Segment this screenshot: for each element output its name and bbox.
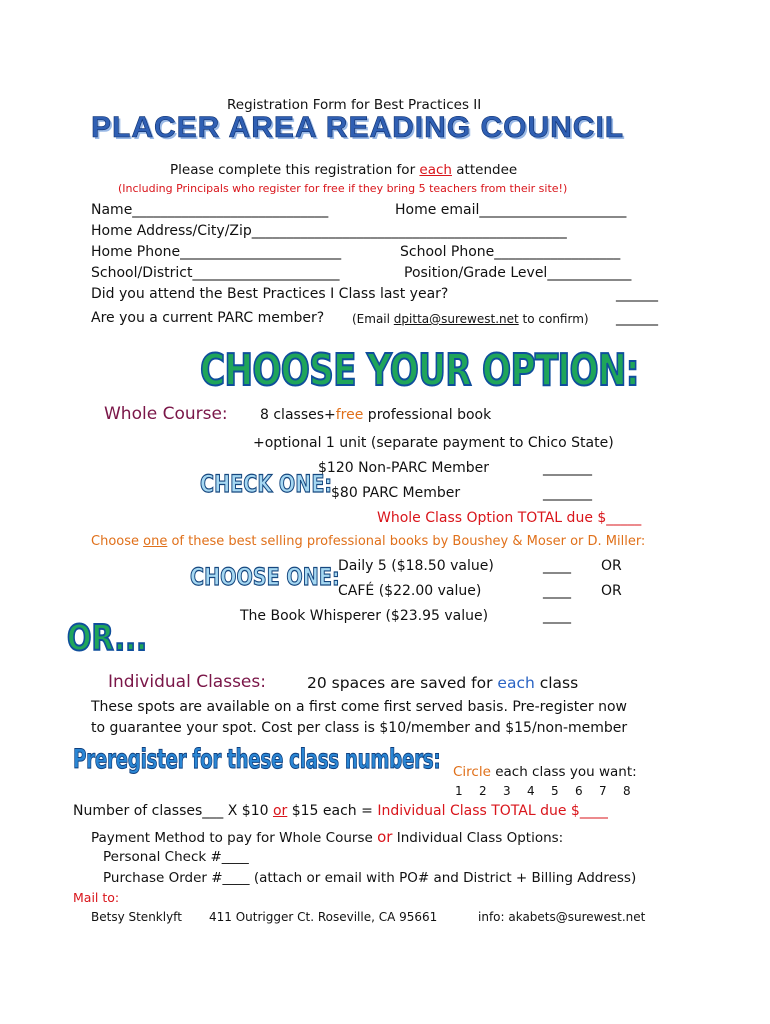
home-email-field[interactable]: Home email_____________________ [395, 202, 627, 218]
choose-your-option-banner: CHOOSE YOUR OPTION: [200, 345, 639, 396]
spaces-line [307, 674, 578, 692]
whole-course-desc [260, 407, 491, 423]
optional-unit: +optional 1 unit (separate payment to Chico State) [253, 435, 614, 451]
principals-note: (Including Principals who register for free if they bring 5 teachers from their site!) [118, 182, 568, 195]
book-cafe-blank[interactable]: ____ [543, 583, 571, 599]
choose-book-line [91, 534, 645, 549]
number-mid: $15 each = [287, 803, 378, 819]
check-one-banner: CHECK ONE: [200, 470, 333, 498]
personal-check-field[interactable]: Personal Check #____ [103, 849, 249, 865]
contact-name: Betsy Stenklyft [91, 910, 182, 924]
payment-method-line [91, 828, 563, 846]
spaces-pre: 20 spaces are saved for [307, 674, 498, 692]
choose-book-pre: Choose [91, 534, 144, 549]
choose-one-banner: CHOOSE ONE: [190, 563, 340, 591]
circle-instruction [453, 764, 637, 780]
org-name-banner: PLACER AREA READING COUNCIL [91, 111, 625, 144]
home-phone-field[interactable]: Home Phone_______________________ [91, 244, 342, 260]
non-parc-blank[interactable]: _______ [543, 460, 592, 476]
number-of-classes-line [73, 803, 608, 819]
purchase-order-field[interactable]: Purchase Order #____ (attach or email with PO# and District + Billing Address) [103, 870, 637, 886]
book-daily5-blank[interactable]: ____ [543, 558, 571, 574]
class-number[interactable]: 2 [479, 784, 487, 798]
class-number[interactable]: 3 [503, 784, 511, 798]
attended-blank[interactable]: ______ [616, 286, 658, 302]
parc-blank[interactable]: _______ [543, 485, 592, 501]
attended-question: Did you attend the Best Practices I Class last year? [91, 286, 449, 302]
choose-book-one: one [143, 534, 168, 549]
individual-classes-label: Individual Classes: [108, 672, 266, 692]
mail-to-label: Mail to: [73, 890, 120, 905]
availability-line-2: to guarantee your spot. Cost per class is $10/member and $15/non-member [91, 720, 628, 736]
book-whisperer: The Book Whisperer ($23.95 value) [240, 608, 489, 624]
school-district-field[interactable]: School/District_____________________ [91, 265, 340, 281]
method-pre: Payment Method to pay for Whole Course [91, 830, 378, 846]
member-note-pre: (Email [352, 312, 394, 326]
whole-desc-post: professional book [363, 407, 492, 423]
instruction-pre: Please complete this registration for [170, 162, 420, 178]
choose-book-post: of these best selling professional books by Boushey & Moser or D. Miller: [167, 534, 646, 549]
instruction-line [170, 162, 517, 178]
individual-total-due: Individual Class TOTAL due $____ [377, 803, 608, 819]
member-question: Are you a current PARC member? [91, 310, 325, 326]
spaces-each: each [497, 674, 535, 692]
school-phone-field[interactable]: School Phone__________________ [400, 244, 621, 260]
instruction-post: attendee [451, 162, 518, 178]
class-number[interactable]: 8 [623, 784, 631, 798]
whole-total-due: Whole Class Option TOTAL due $_____ [377, 510, 642, 526]
number-or: or [272, 803, 288, 819]
method-or: or [377, 828, 393, 846]
book-daily5: Daily 5 ($18.50 value) [338, 558, 494, 574]
name-field[interactable]: Name____________________________ [91, 202, 329, 218]
method-post: Individual Class Options: [392, 830, 564, 846]
member-note-post: to confirm) [518, 312, 589, 326]
spaces-post: class [534, 674, 579, 692]
book-whisperer-blank[interactable]: ____ [543, 608, 571, 624]
book-daily5-or: OR [601, 558, 622, 574]
class-number[interactable]: 6 [575, 784, 583, 798]
circle-post: each class you want: [490, 764, 637, 780]
whole-desc-free: free [335, 407, 364, 423]
whole-course-label: Whole Course: [104, 404, 228, 424]
or-banner: OR... [67, 618, 148, 659]
class-number[interactable]: 5 [551, 784, 559, 798]
member-email-link[interactable]: dpitta@surewest.net [393, 312, 519, 326]
instruction-each: each [419, 162, 452, 178]
parc-option: $80 PARC Member [331, 485, 461, 501]
class-number[interactable]: 4 [527, 784, 535, 798]
number-pre: Number of classes___ X $10 [73, 803, 273, 819]
class-number[interactable]: 7 [599, 784, 607, 798]
home-address-field[interactable]: Home Address/City/Zip_____________________________________________ [91, 223, 567, 239]
preregister-banner: Preregister for these class numbers: [73, 744, 441, 775]
form-title: Registration Form for Best Practices II [227, 97, 482, 113]
contact-address: 411 Outrigger Ct. Roseville, CA 95661 [209, 910, 438, 924]
book-cafe: CAFÉ ($22.00 value) [338, 583, 482, 599]
position-field[interactable]: Position/Grade Level____________ [404, 265, 632, 281]
class-number-list [455, 784, 647, 798]
book-cafe-or: OR [601, 583, 622, 599]
member-note [352, 312, 589, 326]
availability-line-1: These spots are available on a first come first served basis. Pre-register now [91, 699, 627, 715]
circle-word: Circle [453, 764, 491, 780]
class-number[interactable]: 1 [455, 784, 463, 798]
contact-info: info: akabets@surewest.net [478, 910, 646, 924]
whole-desc-pre: 8 classes+ [260, 407, 336, 423]
non-parc-option: $120 Non-PARC Member [318, 460, 490, 476]
member-blank[interactable]: ______ [616, 310, 658, 326]
